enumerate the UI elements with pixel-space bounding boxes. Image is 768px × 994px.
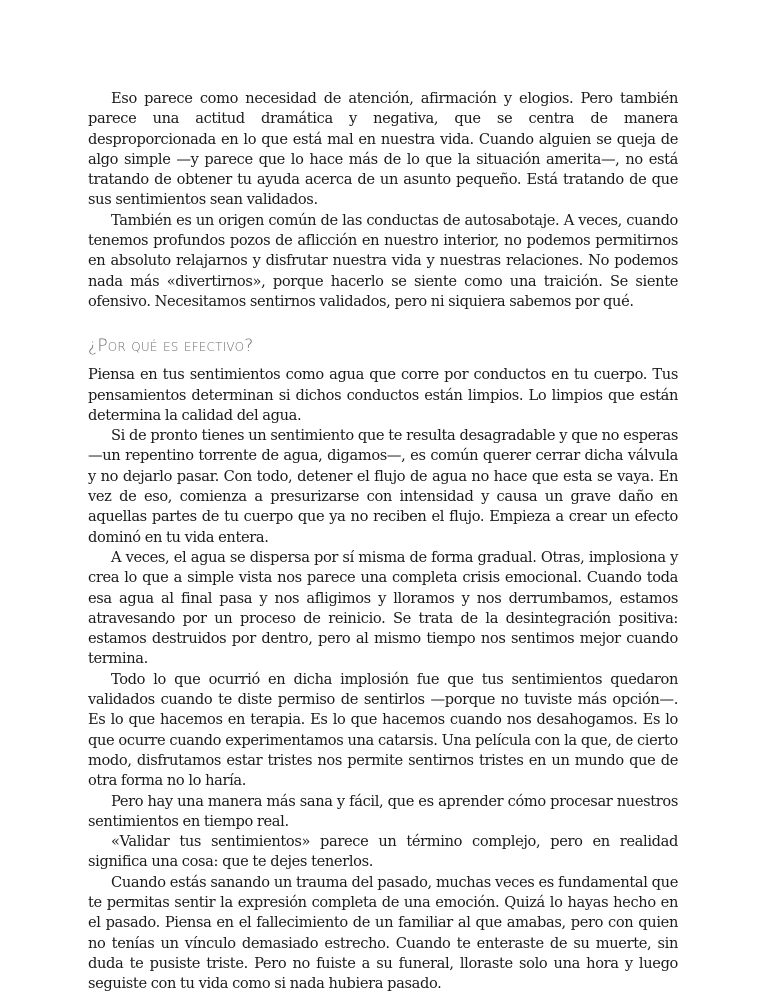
paragraph: A veces, el agua se dispersa por sí misma de forma gradual. Otras, implosiona y crea lo que a simple vista nos parece una completa crisis emocional. Cuando toda esa agua al final pasa y nos afligimos y lloramos y nos derrumbamos, estamos atravesando por un proceso de reinicio. Se trata de la desintegración positiva: estamos destruidos por dentro, pero al mismo tiempo nos sentimos mejor cuando termina. — [88, 548, 678, 668]
paragraph: «Validar tus sentimientos» parece un término complejo, pero en realidad significa una cosa: que te dejes tenerlos. — [88, 833, 678, 871]
paragraph: También es un origen común de las conductas de autosabotaje. A veces, cuando tenemos profundos pozos de aflicción en nuestro interior, no podemos permitirnos en absoluto relajarnos y disfrutar nuestra vida y nuestras relaciones. No podemos nada más «divertirnos», porque hacerlo se siente como una traición. Se siente ofensivo. Necesitamos sentirnos validados, pero ni siquiera sabemos por qué. — [88, 211, 678, 310]
page-body — [88, 89, 678, 994]
paragraph: Cuando estás sanando un trauma del pasado, muchas veces es fundamental que te permitas sentir la expresión completa de una emoción. Quizá lo hayas hecho en el pasado. Piensa en el fallecimiento de un familiar al que amabas, pero con quien no tenías un vínculo demasiado estrecho. Cuando te enteraste de su muerte, sin duda te pusiste triste. Pero no fuiste a su funeral, lloraste solo una hora y luego seguiste con tu vida como si nada hubiera pasado. — [88, 873, 678, 993]
paragraph: Si de pronto tienes un sentimiento que te resulta desagradable y que no esperas —un repentino torrente de agua, digamos—, es común querer cerrar dicha válvula y no dejarlo pasar. Con todo, detener el flujo de agua no hace que esta se vaya. En vez de eso, comienza a presurizarse con intensidad y causa un grave daño en aquellas partes de tu cuerpo que ya no reciben el flujo. Empieza a crear un efecto dominó en tu vida entera. — [88, 427, 678, 546]
paragraph: Todo lo que ocurrió en dicha implosión fue que tus sentimientos quedaron validados cuando te diste permiso de sentirlos —porque no tuviste más opción—. Es lo que hacemos en terapia. Es lo que hacemos cuando nos desahogamos. Es lo que ocurre cuando experimentamos una catarsis. Una película con la que, de cierto modo, disfrutamos estar tristes nos permite sentirnos tristes en un mundo que de otra forma no lo haría. — [88, 670, 678, 790]
paragraph: Eso parece como necesidad de atención, afirmación y elogios. Pero también parece una actitud dramática y negativa, que se centra de manera desproporcionada en lo que está mal en nuestra vida. Cuando alguien se queja de algo simple —y parece que lo hace más de lo que la situación amerita—, no está tratando de obtener tu ayuda acerca de un asunto pequeño. Está tratando de que sus sentimientos sean validados. — [88, 90, 678, 209]
paragraph: Pero hay una manera más sana y fácil, que es aprender cómo procesar nuestros sentimientos en tiempo real. — [88, 792, 678, 830]
section-heading: ¿Por qué es efectivo? — [88, 336, 254, 357]
paragraph: Piensa en tus sentimientos como agua que corre por conductos en tu cuerpo. Tus pensamientos determinan si dichos conductos están limpios. Lo limpios que están determina la calidad del agua. — [88, 366, 678, 424]
